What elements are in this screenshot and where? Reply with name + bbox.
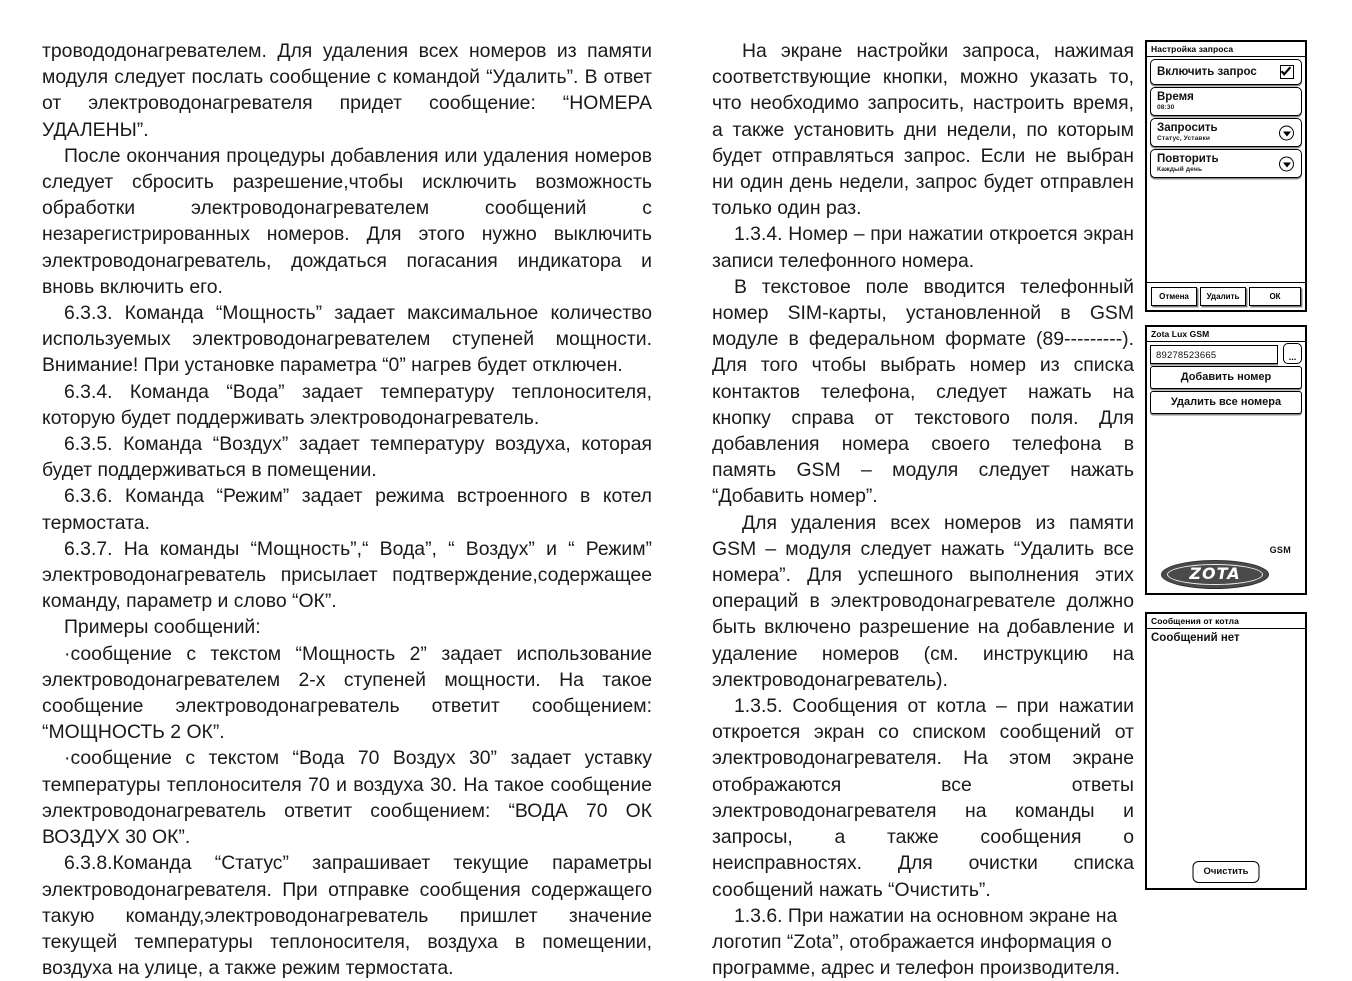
paragraph: 6.3.5. Команда “Воздух” задает температуру воздуха, которая будет поддерживаться в помещении. xyxy=(42,433,652,482)
panel-body xyxy=(1147,345,1305,597)
clear-messages-button[interactable]: Очистить xyxy=(1192,861,1259,883)
row-value: Статус, Уставки xyxy=(1157,135,1211,142)
paragraph: 6.3.3. Команда “Мощность” задает максимальное количество используемых электроводонагревателем ступеней мощности. Внимание! При установке параметра “0” нагрев будет отключен. xyxy=(42,302,652,377)
chevron-down-icon[interactable] xyxy=(1279,125,1294,140)
middle-text-column xyxy=(712,38,1134,981)
phone-input-row xyxy=(1150,345,1302,364)
panel-title: Настройка запроса xyxy=(1147,42,1305,57)
paragraph: 6.3.6. Команда “Режим” задает режима встроенного в котел термостата. xyxy=(42,485,652,534)
row-label: Повторить xyxy=(1157,153,1219,165)
zota-logo[interactable] xyxy=(1161,560,1269,589)
check-icon xyxy=(1279,64,1293,78)
paragraph: ·сообщение с текстом “Мощность 2” задает использование электроводонагревателем 2-х ступеней мощности. На такое сообщение электроводонагреватель ответит сообщением: “МОЩНОСТЬ 2 ОК”. xyxy=(42,642,652,744)
paragraph: 1.3.6. При нажатии на основном экране на логотип “Zota”, отображается информация о программе, адрес и телефон производителя. xyxy=(712,904,1121,980)
row-value: 08:30 xyxy=(1157,104,1175,111)
screenshot-boiler-messages xyxy=(1145,612,1307,890)
paragraph: Примеры сообщений: xyxy=(64,616,261,639)
delete-all-numbers-button[interactable]: Удалить все номера xyxy=(1150,391,1302,414)
logo-wordmark: ZOTA xyxy=(1189,564,1241,583)
paragraph: В текстовое поле вводится телефонный номер SIM-карты, установленной в GSM модуле в федеральном формате (89---------). Для того чтобы выбрать номер из списка контактов телефона, следует нажать на кнопку справа от текстового поля. Для добавления номера своего телефона в память GSM – модуля следует нажать “Добавить номер”. xyxy=(712,275,1134,508)
panel-button-bar xyxy=(1147,282,1305,310)
panel-title: Сообщения от котла xyxy=(1147,614,1305,629)
row-repeat[interactable] xyxy=(1150,149,1302,178)
panel-body xyxy=(1147,629,1305,889)
phone-number-input[interactable]: 89278523665 xyxy=(1150,345,1278,364)
empty-message-label: Сообщений нет xyxy=(1151,632,1240,644)
row-enable-request[interactable] xyxy=(1150,59,1302,85)
chevron-down-icon[interactable] xyxy=(1279,156,1294,171)
paragraph: 6.3.8.Команда “Статус” запрашивает текущие параметры электроводонагревателя. При отправке сообщения содержащего такую команду,электроводонагреватель пришлет значение текущей температуры теплоносителя, воздуха в помещении, воздуха на улице, а также режим термостата. xyxy=(42,852,652,980)
paragraph: ·сообщение с текстом “Вода 70 Воздух 30” задает уставку температуры теплоносителя 70 и воздуха 30. На такое сообщение электроводонагреватель ответит сообщением: “ВОДА 70 ОК ВОЗДУХ 30 ОК”. xyxy=(42,747,652,849)
screenshot-gsm-numbers xyxy=(1145,325,1307,595)
panel-title: Zota Lux GSM xyxy=(1147,327,1305,342)
delete-button[interactable]: Удалить xyxy=(1200,287,1246,306)
add-number-button[interactable]: Добавить номер xyxy=(1150,366,1302,389)
paragraph: 1.3.5. Сообщения от котла – при нажатии откроется экран со списком сообщений от электроводонагревателя. На этом экране отображаются все ответы электроводонагревателя на команды и запросы, а также сообщения о неисправностях. Для очистки списка сообщений нажать “Очистить”. xyxy=(712,695,1134,901)
row-label: Время xyxy=(1157,91,1194,103)
paragraph: После окончания процедуры добавления или удаления номеров следует сбросить разрешение,чтобы исключить возможность обработки электроводонагревателем сообщений с незарегистрированных номеров. Для этого нужно выключить электроводонагреватель, дождаться погасания индикатора и вновь включить его. xyxy=(42,144,652,298)
paragraph: 6.3.4. Команда “Вода” задает температуру теплоносителя, которую будет поддерживать электроводонагреватель. xyxy=(42,380,652,429)
cancel-button[interactable]: Отмена xyxy=(1151,287,1197,306)
panel-body xyxy=(1147,59,1305,300)
paragraph: Для удаления всех номеров из памяти GSM – модуля следует нажать “Удалить все номера”. Для успешного выполнения этих операций в электроводонагревателе должно быть включено разрешение на добавление и удаление номеров (см. инструкцию на электроводонагреватель). xyxy=(712,511,1134,691)
row-time[interactable] xyxy=(1150,87,1302,116)
paragraph: 1.3.4. Номер – при нажатии откроется экран записи телефонного номера. xyxy=(712,223,1134,272)
checkbox-enable-request[interactable] xyxy=(1280,65,1294,79)
row-request-items[interactable] xyxy=(1150,118,1302,147)
ok-button[interactable]: ОК xyxy=(1249,287,1301,306)
gsm-badge-label: GSM xyxy=(1269,545,1291,555)
row-label: Запросить xyxy=(1157,122,1218,134)
brand-area xyxy=(1147,545,1305,591)
paragraph: тровододонагревателем. Для удаления всех номеров из памяти модуля следует послать сообщение с командой “Удалить”. В ответ от электроводонагревателя придет сообщение: “НОМЕРА УДАЛЕНЫ”. xyxy=(42,40,652,141)
row-label: Включить запрос xyxy=(1157,66,1257,78)
paragraph: На экране настройки запроса, нажимая соответствующие кнопки, можно указать то, что необходимо запросить, настроить время, а также установить дни недели, по которым будет отправляться запрос. Если не выбран ни один день недели, запрос будет отправлен только один раз. xyxy=(712,40,1134,220)
paragraph: 6.3.7. На команды “Мощность”,“ Вода”, “ Воздух” и “ Режим” электроводонагреватель присылает подтверждение,содержащее команду, параметр и слово “ОК”. xyxy=(42,537,652,613)
browse-contacts-button[interactable]: ... xyxy=(1283,343,1302,364)
screenshot-request-settings xyxy=(1145,40,1307,312)
row-value: Каждый день xyxy=(1157,166,1203,173)
left-text-column xyxy=(42,38,652,981)
